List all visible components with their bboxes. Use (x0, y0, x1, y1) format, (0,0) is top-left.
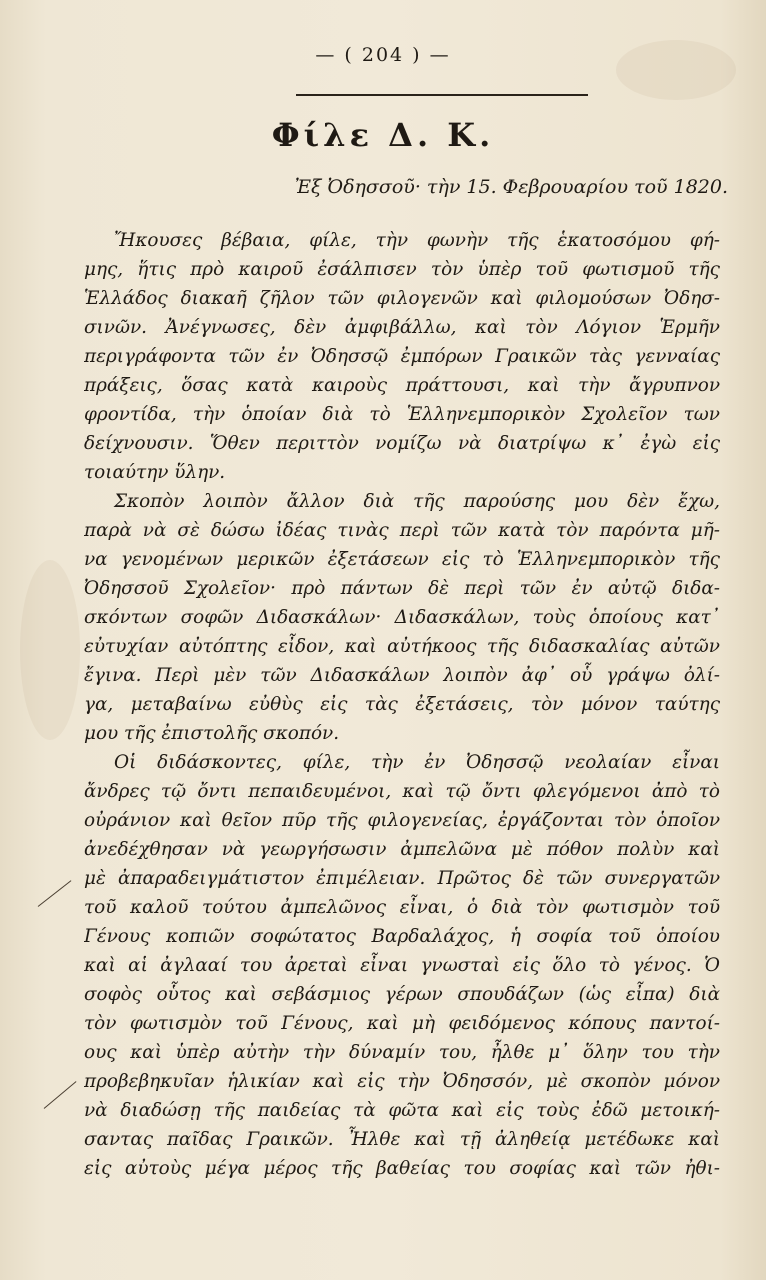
text-line: ἀνεδέχθησαν νὰ γεωργήσωσιν ἀμπελῶνα μὲ πόθον πολὺν καὶ (84, 839, 720, 860)
text-line: Ἤκουσες βέβαια, φίλε, τὴν φωνὴν τῆς ἑκατοσόμου φή- (114, 230, 720, 251)
text-line: σαντας παῖδας Γραικῶν. Ἦλθε καὶ τῇ ἀληθείᾳ μετέδωκε καὶ (84, 1129, 720, 1150)
text-line: ἄνδρες τῷ ὄντι πεπαιδευμένοι, καὶ τῷ ὄντι φλεγόμενοι ἀπὸ τὸ (84, 781, 720, 802)
text-line: παρὰ νὰ σὲ δώσω ἰδέας τινὰς περὶ τῶν κατὰ τὸν παρόντα μῆ- (84, 520, 720, 541)
text-line: οὐράνιον καὶ θεῖον πῦρ τῆς φιλογενείας, ἐργάζονται τὸν ὁποῖον (84, 810, 720, 831)
text-line: Ἑλλάδος διακαῆ ζῆλον τῶν φιλογενῶν καὶ φιλομούσων Ὀδησ- (84, 288, 720, 309)
text-line: Οἱ διδάσκοντες, φίλε, τὴν ἐν Ὀδησσῷ νεολαίαν εἶναι (114, 752, 720, 773)
text-line: Σκοπὸν λοιπὸν ἄλλον διὰ τῆς παρούσης μου δὲν ἔχω, (114, 491, 720, 512)
margin-pen-mark (38, 880, 72, 907)
text-line: νὰ διαδώσῃ τῆς παιδείας τὰ φῶτα καὶ εἰς τοὺς ἐδῶ μετοική- (84, 1100, 720, 1121)
text-line: εἰς αὐτοὺς μέγα μέρος τῆς βαθείας του σοφίας καὶ τῶν ἠθι- (84, 1158, 720, 1179)
text-line: περιγράφοντα τῶν ἐν Ὀδησσῷ ἐμπόρων Γραικῶν τὰς γενναίας (84, 346, 720, 367)
paper-stain (20, 560, 80, 740)
text-line: ους καὶ ὑπὲρ αὐτὴν τὴν δύναμίν του, ἦλθε μ᾽ ὅλην του τὴν (84, 1042, 720, 1063)
text-line: Γένους κοπιῶν σοφώτατος Βαρδαλάχος, ἡ σοφία τοῦ ὁποίου (84, 926, 720, 947)
text-line: Ὀδησσοῦ Σχολεῖον· πρὸ πάντων δὲ περὶ τῶν ἐν αὐτῷ διδα- (84, 578, 720, 599)
page-number: — ( 204 ) — (315, 44, 451, 66)
text-line: μου τῆς ἐπιστολῆς σκοπόν. (84, 723, 340, 744)
margin-pen-mark (44, 1081, 77, 1109)
text-line: τοῦ καλοῦ τούτου ἀμπελῶνος εἶναι, ὁ διὰ τὸν φωτισμὸν τοῦ (84, 897, 720, 918)
text-line: φροντίδα, τὴν ὁποίαν διὰ τὸ Ἑλληνεμπορικὸν Σχολεῖον των (84, 404, 720, 425)
text-line: τὸν φωτισμὸν τοῦ Γένους, καὶ μὴ φειδόμενος κόπους παντοί- (84, 1013, 720, 1034)
text-line: μης, ἥτις πρὸ καιροῦ ἐσάλπισεν τὸν ὑπὲρ τοῦ φωτισμοῦ τῆς (84, 259, 720, 280)
letter-body (84, 226, 720, 1183)
text-line: εὐτυχίαν αὐτόπτης εἶδον, καὶ αὐτήκοος τῆς διδασκαλίας αὐτῶν (84, 636, 720, 657)
text-line: να γενομένων μερικῶν ἐξετάσεων εἰς τὸ Ἑλληνεμπορικὸν τῆς (84, 549, 720, 570)
letter-title: Φίλε Δ. Κ. (271, 116, 495, 154)
text-line: σοφὸς οὗτος καὶ σεβάσμιος γέρων σπουδάζων (ὡς εἶπα) διὰ (84, 984, 720, 1005)
text-line: πράξεις, ὅσας κατὰ καιροὺς πράττουσι, καὶ τὴν ἄγρυπνον (84, 375, 720, 396)
text-line: καὶ αἱ ἀγλααί του ἀρεταὶ εἶναι γνωσταὶ εἰς ὅλο τὸ γένος. Ὁ (84, 955, 720, 976)
header-rule (296, 94, 588, 96)
letter-dateline: Ἐξ Ὀδησσοῦ· τὴν 15. Φεβρουαρίου τοῦ 1820. (294, 176, 728, 198)
text-line: γα, μεταβαίνω εὐθὺς εἰς τὰς ἐξετάσεις, τὸν μόνον ταύτης (84, 694, 720, 715)
text-line: προβεβηκυῖαν ἡλικίαν καὶ εἰς τὴν Ὀδησσόν, μὲ σκοπὸν μόνον (84, 1071, 720, 1092)
text-line: τοιαύτην ὕλην. (84, 462, 226, 483)
text-line: μὲ ἀπαραδειγμάτιστον ἐπιμέλειαν. Πρῶτος δὲ τῶν συνεργατῶν (84, 868, 720, 889)
text-line: σκόντων σοφῶν Διδασκάλων· Διδασκάλων, τοὺς ὁποίους κατ᾽ (84, 607, 720, 628)
text-line: σινῶν. Ἀνέγνωσες, δὲν ἀμφιβάλλω, καὶ τὸν Λόγιον Ἑρμῆν (84, 317, 720, 338)
text-line: ἔγινα. Περὶ μὲν τῶν Διδασκάλων λοιπὸν ἀφ᾽ οὗ γράψω ὀλί- (84, 665, 720, 686)
text-line: δείχνουσιν. Ὅθεν περιττὸν νομίζω νὰ διατρίψω κ᾽ ἐγὼ εἰς (84, 433, 720, 454)
